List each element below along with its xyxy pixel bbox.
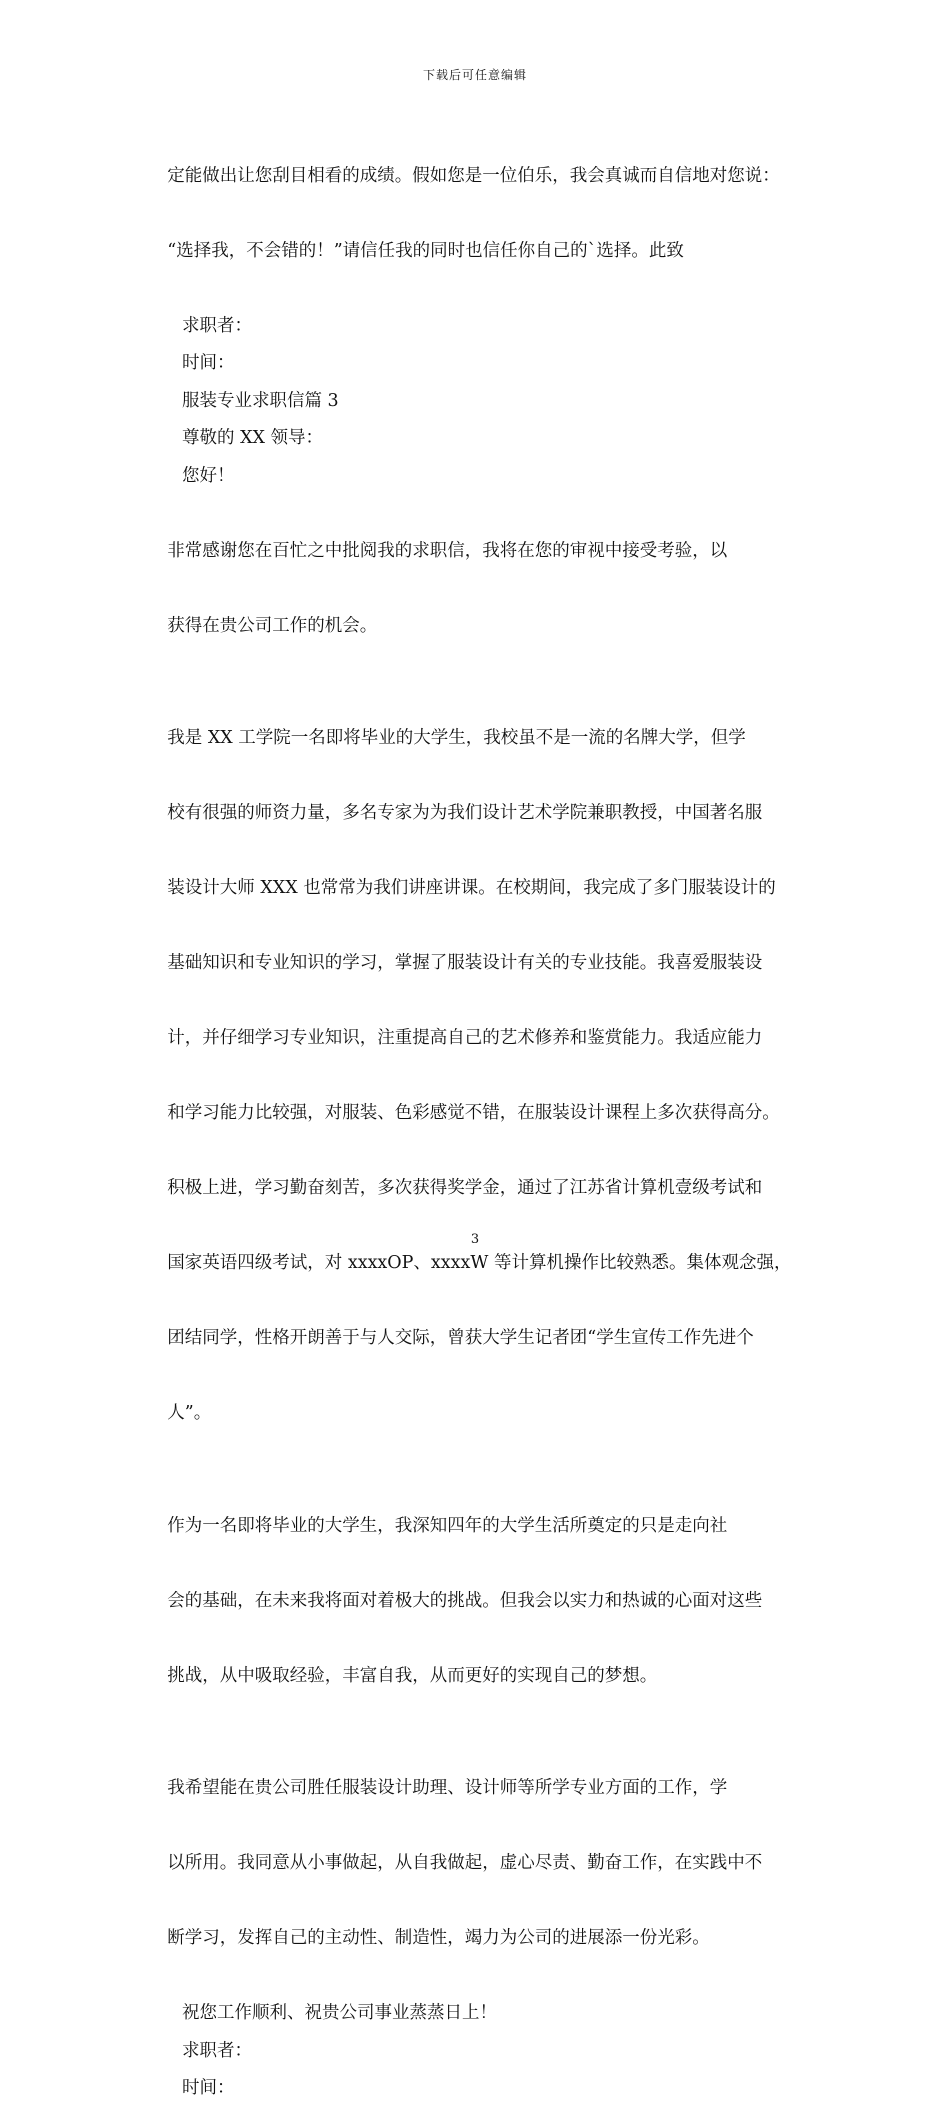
text-line: 人”。 <box>167 1403 212 1423</box>
signature-label: 求职者： <box>182 315 252 336</box>
greeting: 您好！ <box>182 465 235 486</box>
text-line: 挑战，从中吸取经验，丰富自我，从而更好的实现自己的梦想。 <box>167 1665 658 1686</box>
text-line: 团结同学，性格开朗善于与人交际，曾获大学生记者团“学生宣传工作先进个 <box>167 1328 754 1348</box>
text-line: 获得在贵公司工作的机会。 <box>167 615 378 636</box>
paragraph-aspiration <box>145 1470 815 1733</box>
text-line: 和学习能力比较强，对服装、色彩感觉不错，在服装设计课程上多次获得高分。 <box>167 1103 780 1123</box>
salutation: 尊敬的 XX 领导： <box>182 428 324 448</box>
section-title: 服装专业求职信篇 3 <box>182 390 339 411</box>
text-line: 会的基础，在未来我将面对着极大的挑战。但我会以实力和热诚的心面对这些 <box>167 1590 763 1611</box>
document-body <box>145 120 815 2108</box>
paragraph-thanks <box>145 495 815 683</box>
text-line: 计，并仔细学习专业知识，注重提高自己的艺术修养和鉴赏能力。我适应能力 <box>167 1028 763 1048</box>
text-line: 装设计大师 XXX 也常常为我们讲座讲课。在校期间，我完成了多门服装设计的 <box>167 878 776 898</box>
paragraph-continuation <box>145 120 815 308</box>
text-line: 断学习，发挥自己的主动性、制造性，竭力为公司的进展添一份光彩。 <box>167 1928 710 1948</box>
text-line: 基础知识和专业知识的学习，掌握了服装设计有关的专业技能。我喜爱服装设 <box>167 953 763 973</box>
text-line: 我是 XX 工学院一名即将毕业的大学生，我校虽不是一流的名牌大学，但学 <box>167 728 746 748</box>
text-line: 我希望能在贵公司胜任服装设计助理、设计师等所学专业方面的工作，学 <box>167 1778 728 1798</box>
text-line: 积极上进，学习勤奋刻苦，多次获得奖学金，通过了江苏省计算机壹级考试和 <box>167 1178 763 1198</box>
text-line: “选择我，不会错的！”请信任我的同时也信任你自己的`选择。此致 <box>167 240 684 261</box>
page-number: 3 <box>470 1232 480 1247</box>
paragraph-introduction <box>145 683 815 1471</box>
text-line: 非常感谢您在百忙之中批阅我的求职信，我将在您的审视中接受考验，以 <box>167 540 728 561</box>
text-line: 作为一名即将毕业的大学生，我深知四年的大学生活所奠定的只是走向社 <box>167 1515 728 1536</box>
text-line: 国家英语四级考试，对 xxxxOP、xxxxW 等计算机操作比较熟悉。集体观念强， <box>167 1253 792 1273</box>
date-label: 时间： <box>182 353 235 373</box>
paragraph-hope <box>145 1733 815 1996</box>
date-label: 时间： <box>182 2078 235 2098</box>
text-line: 校有很强的师资力量，多名专家为为我们设计艺术学院兼职教授，中国著名服 <box>167 803 763 823</box>
text-line: 定能做出让您刮目相看的成绩。假如您是一位伯乐，我会真诚而自信地对您说： <box>167 165 780 186</box>
closing-wish: 祝您工作顺利、祝贵公司事业蒸蒸日上！ <box>182 2003 497 2023</box>
signature-label: 求职者： <box>182 2040 252 2061</box>
text-line: 以所用。我同意从小事做起，从自我做起，虚心尽责、勤奋工作，在实践中不 <box>167 1853 763 1873</box>
page-header: 下载后可任意编辑 <box>422 68 527 82</box>
